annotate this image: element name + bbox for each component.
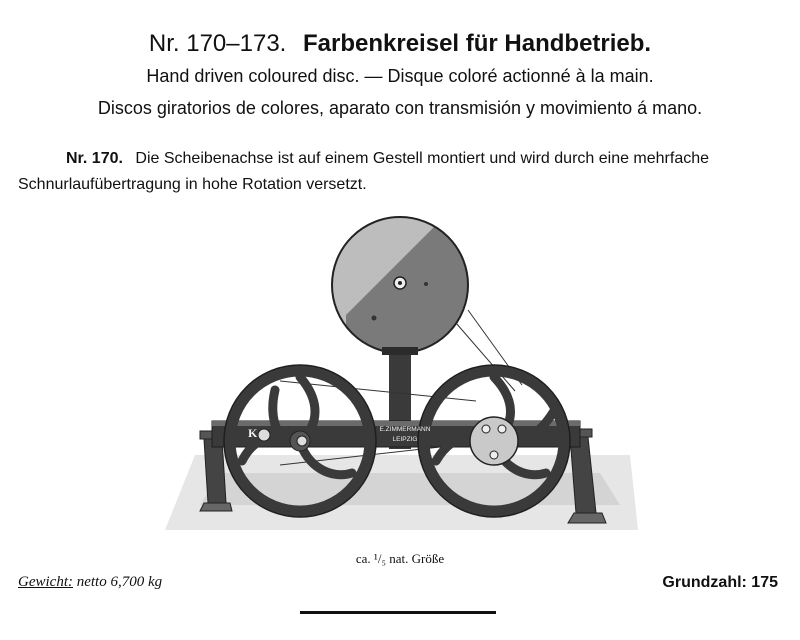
weight-info	[18, 574, 162, 591]
description-item-number: Nr. 170.	[66, 150, 123, 167]
divider-rule	[300, 611, 496, 614]
catalog-number: Nr. 170–173.	[148, 30, 287, 57]
plate-line-2: LEIPZIG	[392, 436, 418, 443]
product-title: Farbenkreisel für Handbetrieb.	[303, 30, 652, 57]
color-disc	[330, 215, 480, 365]
weight-value: netto 6,700 kg	[76, 574, 163, 590]
weight-label: Gewicht:	[18, 574, 73, 590]
description	[18, 146, 782, 198]
wheel-mark: K	[248, 426, 258, 440]
apparatus-illustration	[160, 205, 640, 545]
plate-line-1: E.ZIMMERMANN	[379, 426, 431, 433]
figure-caption: ca. ¹/₅ nat. Größe	[355, 551, 445, 566]
subtitle-en-fr: Hand driven coloured disc. — Disque coloré actionné à la main.	[146, 66, 654, 86]
subtitle-es: Discos giratorios de colores, aparato con transmisión y movimiento á mano.	[97, 98, 703, 118]
page-title	[0, 30, 800, 58]
description-text: Die Scheibenachse ist auf einem Gestell montiert und wird durch eine mehrfache Schnurlaufübertragung in hohe Rotation versetzt.	[18, 150, 710, 193]
base-number: Grundzahl: 175	[662, 574, 778, 591]
